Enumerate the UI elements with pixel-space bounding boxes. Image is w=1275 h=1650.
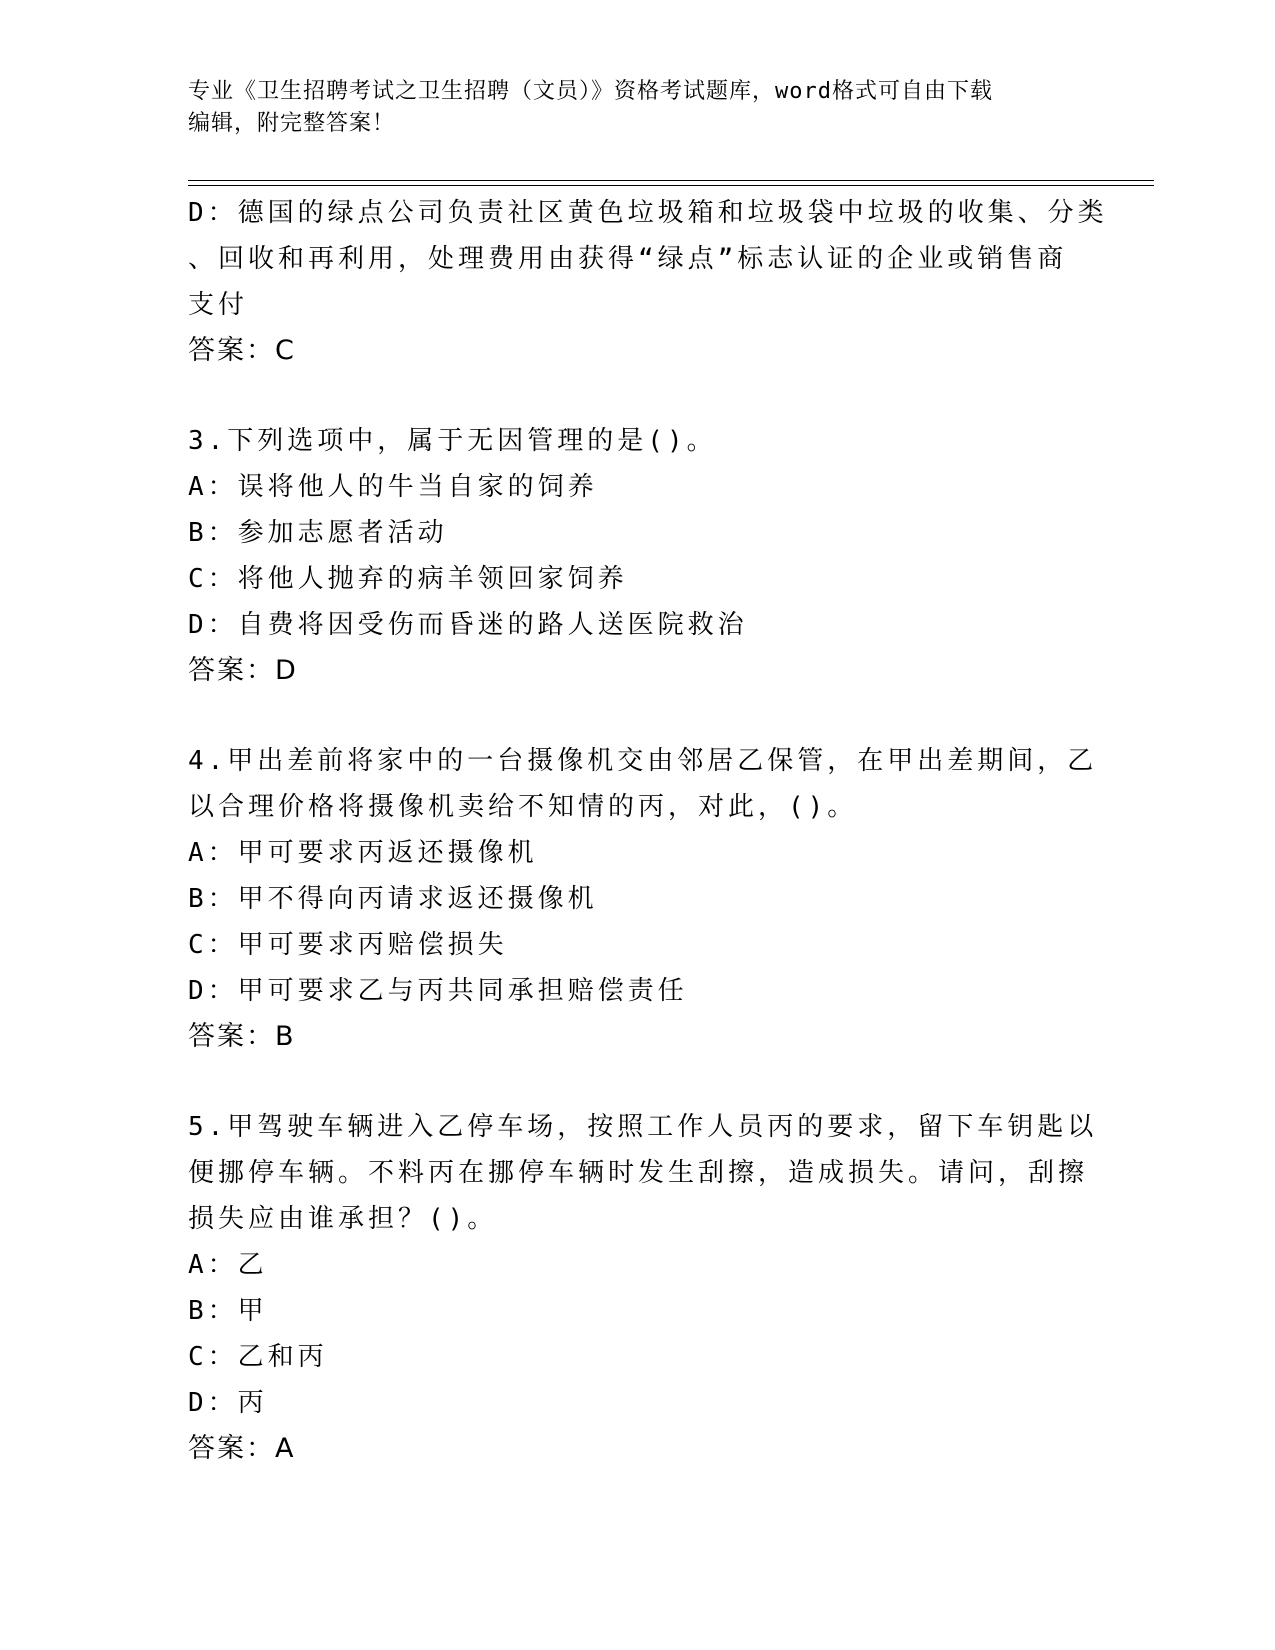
- answer-line: 答案：B: [188, 1021, 296, 1052]
- question-stem: 以合理价格将摄像机卖给不知情的丙，对此，()。: [188, 792, 858, 822]
- document-header: [188, 76, 1068, 140]
- question-block: [188, 738, 1098, 1060]
- option-line: D：丙: [188, 1388, 268, 1418]
- option-line: D：甲可要求乙与丙共同承担赔偿责任: [188, 976, 688, 1006]
- header-line: 编辑，附完整答案！: [188, 111, 396, 136]
- header-divider-bottom: [188, 185, 1154, 186]
- option-line: C：甲可要求丙赔偿损失: [188, 930, 508, 960]
- option-line: D：自费将因受伤而昏迷的路人送医院救治: [188, 610, 748, 640]
- option-line: 、回收和再利用，处理费用由获得“绿点”标志认证的企业或销售商: [188, 244, 1068, 274]
- option-line: C：将他人抛弃的病羊领回家饲养: [188, 564, 628, 594]
- question-stem: 损失应由谁承担？()。: [188, 1204, 498, 1234]
- question-stem: 3.下列选项中，属于无因管理的是()。: [188, 426, 717, 456]
- question-stem: 5.甲驾驶车辆进入乙停车场，按照工作人员丙的要求，留下车钥匙以: [188, 1112, 1098, 1142]
- question-block: [188, 418, 1088, 694]
- option-line: A：误将他人的牛当自家的饲养: [188, 472, 598, 502]
- option-line: A：乙: [188, 1250, 268, 1280]
- previous-question-tail: [188, 190, 1108, 374]
- answer-line: 答案：C: [188, 335, 296, 366]
- option-line: B：甲: [188, 1296, 268, 1326]
- header-divider-top: [188, 180, 1154, 181]
- option-line: B：甲不得向丙请求返还摄像机: [188, 884, 598, 914]
- answer-line: 答案：D: [188, 655, 298, 686]
- option-line: D：德国的绿点公司负责社区黄色垃圾箱和垃圾袋中垃圾的收集、分类: [188, 198, 1108, 228]
- option-line: A：甲可要求丙返还摄像机: [188, 838, 538, 868]
- option-line: C：乙和丙: [188, 1342, 328, 1372]
- header-line: 专业《卫生招聘考试之卫生招聘（文员）》资格考试题库，word格式可自由下载: [188, 79, 993, 104]
- question-block: [188, 1104, 1098, 1472]
- question-stem: 4.甲出差前将家中的一台摄像机交由邻居乙保管，在甲出差期间，乙: [188, 746, 1098, 776]
- question-content: [188, 190, 1108, 1472]
- option-line: B：参加志愿者活动: [188, 518, 448, 548]
- option-line: 支付: [188, 290, 249, 320]
- answer-line: 答案：A: [188, 1433, 296, 1464]
- question-stem: 便挪停车辆。不料丙在挪停车辆时发生刮擦，造成损失。请问，刮擦: [188, 1158, 1089, 1188]
